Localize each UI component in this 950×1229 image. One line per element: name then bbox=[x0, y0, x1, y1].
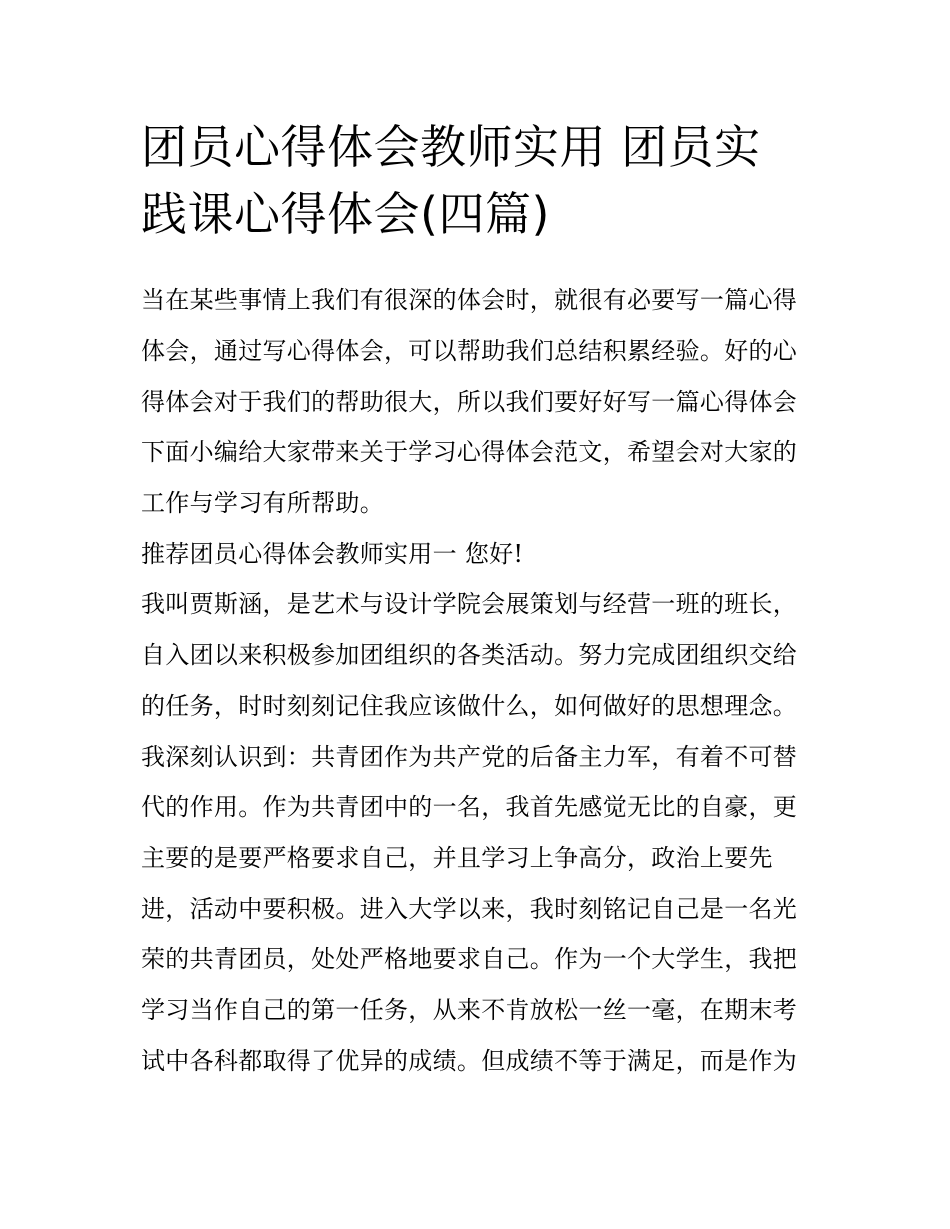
body-line-11: 代的作用。作为共青团中的一名，我首先感觉无比的自豪，更 bbox=[141, 793, 798, 821]
body-line-4: 下面小编给大家带来关于学习心得体会范文，希望会对大家的 bbox=[141, 438, 798, 466]
body-line-13: 进，活动中要积极。进入大学以来，我时刻铭记自己是一名光 bbox=[141, 895, 798, 923]
body-line-8: 自入团以来积极参加团组织的各类活动。努力完成团组织交给 bbox=[141, 641, 798, 669]
title-line-1: 团员心得体会教师实用 团员实 bbox=[141, 120, 761, 174]
body-line-3: 得体会对于我们的帮助很大，所以我们要好好写一篇心得体会 bbox=[141, 388, 798, 416]
title-line-2: 践课心得体会(四篇) bbox=[141, 187, 550, 241]
body-line-6: 推荐团员心得体会教师实用一 您好! bbox=[141, 540, 524, 568]
body-line-10: 我深刻认识到：共青团作为共产党的后备主力军，有着不可替 bbox=[141, 743, 798, 771]
body-line-12: 主要的是要严格要求自己，并且学习上争高分，政治上要先 bbox=[141, 844, 773, 872]
document-title bbox=[141, 114, 821, 248]
body-line-9: 的任务，时时刻刻记住我应该做什么，如何做好的思想理念。 bbox=[141, 692, 798, 720]
body-line-7: 我叫贾斯涵，是艺术与设计学院会展策划与经营一班的班长， bbox=[141, 590, 798, 618]
body-line-5: 工作与学习有所帮助。 bbox=[141, 489, 384, 517]
body-line-2: 体会，通过写心得体会，可以帮助我们总结积累经验。好的心 bbox=[141, 337, 798, 365]
body-line-15: 学习当作自己的第一任务，从来不肯放松一丝一毫，在期末考 bbox=[141, 996, 798, 1024]
body-line-16: 试中各科都取得了优异的成绩。但成绩不等于满足，而是作为 bbox=[141, 1047, 798, 1075]
body-line-1: 当在某些事情上我们有很深的体会时，就很有必要写一篇心得 bbox=[141, 286, 798, 314]
body-line-14: 荣的共青团员，处处严格地要求自己。作为一个大学生，我把 bbox=[141, 945, 798, 973]
